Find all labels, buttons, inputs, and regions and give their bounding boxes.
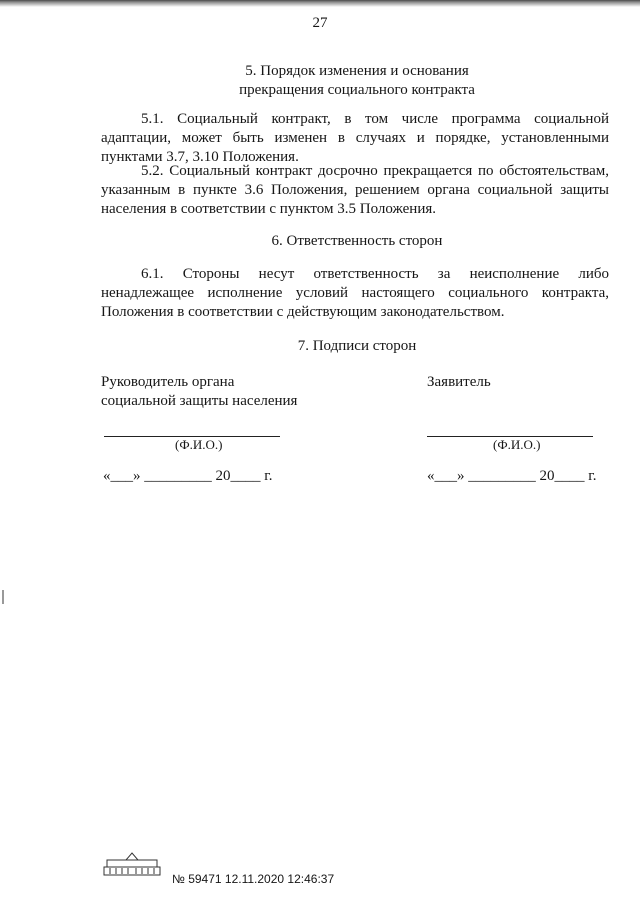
left-fio-label: (Ф.И.О.) <box>175 437 223 452</box>
document-stamp-number: № 59471 12.11.2020 12:46:37 <box>172 872 335 886</box>
section5-title-line2: прекращения социального контракта <box>239 82 475 98</box>
paragraph-5-2 <box>101 162 609 219</box>
scan-margin-mark <box>2 590 4 604</box>
section5-heading <box>0 62 640 100</box>
paragraph-5-1 <box>101 110 609 167</box>
building-stamp-icon <box>103 851 161 877</box>
right-signer-label: Заявитель <box>427 374 491 390</box>
section5-title-line1: 5. Порядок изменения и основания <box>245 63 469 79</box>
left-signer-label: Руководитель органа социальной защиты населения <box>101 374 298 409</box>
left-date-field: «___» _________ 20____ г. <box>103 468 273 484</box>
scan-top-edge <box>0 0 640 8</box>
paragraph-5-1-text: 5.1. Социальный контракт, в том числе программа социальной адаптации, может быть изменен в случаях и порядке, установленными пунктами 3.7, 3.10 Положения. <box>101 111 609 165</box>
page-number: 27 <box>312 15 328 31</box>
paragraph-6-1-text: 6.1. Стороны несут ответственность за неисполнение либо ненадлежащее исполнение условий настоящего социального контракта, Положения в соответствии с действующим законодательством. <box>101 266 609 320</box>
paragraph-6-1 <box>101 265 609 322</box>
right-date-field: «___» _________ 20____ г. <box>427 468 597 484</box>
right-fio-label: (Ф.И.О.) <box>493 437 541 452</box>
section7-title: 7. Подписи сторон <box>297 338 417 354</box>
section6-title: 6. Ответственность сторон <box>271 233 443 249</box>
paragraph-5-2-text: 5.2. Социальный контракт досрочно прекращается по обстоятельствам, указанным в пункте 3.6 Положения, решением органа социальной защиты населения в соответствии с пунктом 3.5 Положения. <box>101 163 609 217</box>
